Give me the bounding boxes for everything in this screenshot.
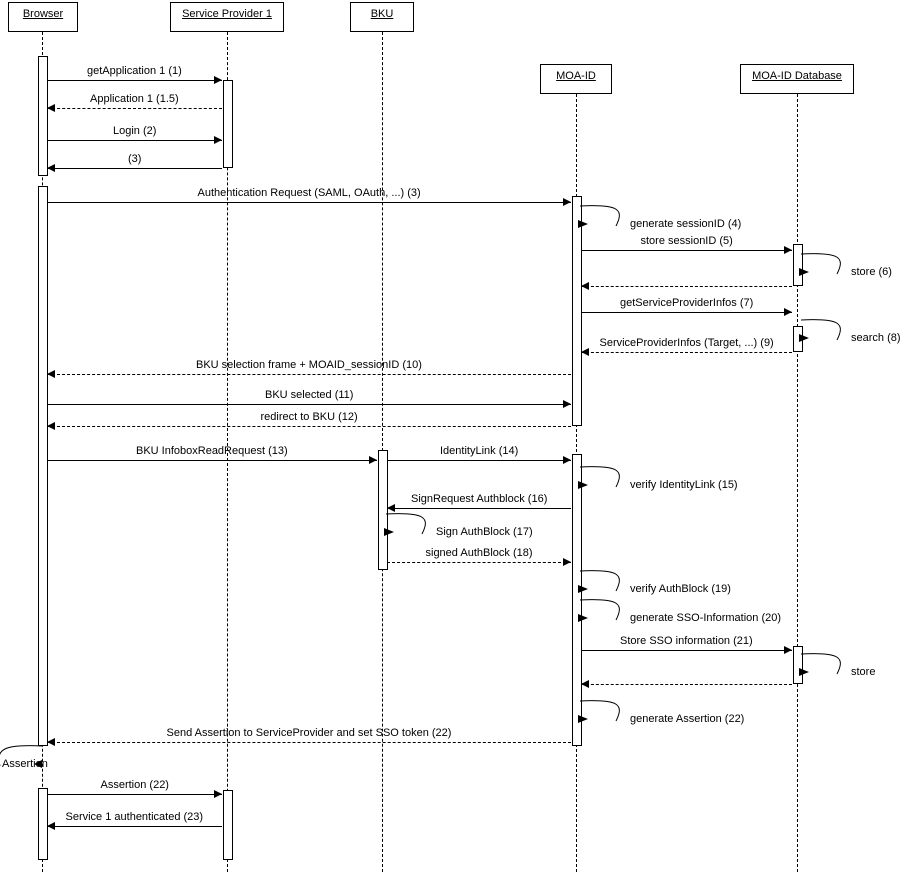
activation-bar — [572, 196, 582, 426]
activation-bar — [38, 56, 48, 176]
message-label: (3) — [128, 153, 142, 165]
self-message-m8 — [799, 252, 845, 278]
message-label: generate sessionID (4) — [630, 218, 742, 230]
message-label: getApplication 1 (1) — [87, 65, 182, 77]
message-line-m31 — [47, 826, 222, 827]
arrowhead — [47, 422, 55, 430]
self-message-m23 — [578, 598, 624, 624]
message-label: BKU InfoboxReadRequest (13) — [136, 445, 288, 457]
arrowhead — [784, 246, 792, 254]
message-label: Send Assertion to ServiceProvider and set SSO token (22) — [166, 727, 452, 739]
message-line-m7 — [581, 250, 792, 251]
message-label: verify AuthBlock (19) — [630, 583, 731, 595]
lifeline-label: Browser — [22, 8, 64, 20]
self-message-m27 — [578, 699, 624, 725]
message-label: SignRequest Authblock (16) — [411, 493, 548, 505]
message-label: Sign AuthBlock (17) — [436, 526, 533, 538]
message-line-m17 — [387, 460, 571, 461]
message-label: store — [851, 666, 876, 678]
arrowhead — [47, 822, 55, 830]
arrowhead — [784, 308, 792, 316]
lifeline-header-sp1[interactable] — [170, 2, 284, 32]
message-line-m5 — [47, 202, 571, 203]
message-label: signed AuthBlock (18) — [425, 547, 533, 559]
activation-bar — [38, 186, 48, 746]
lifeline-header-browser[interactable] — [8, 2, 78, 32]
message-label: Service 1 authenticated (23) — [65, 811, 204, 823]
message-line-m1 — [47, 80, 222, 81]
lifeline-label: MOA-ID Database — [752, 70, 842, 82]
message-label: Login (2) — [113, 125, 157, 137]
message-line-m2 — [47, 108, 222, 109]
message-label: IdentityLink (14) — [440, 445, 519, 457]
lifeline-header-bku[interactable] — [350, 2, 414, 32]
arrowhead — [214, 76, 222, 84]
message-line-m26 — [581, 684, 792, 685]
message-line-m3 — [47, 140, 222, 141]
message-line-m13 — [47, 374, 571, 375]
message-label: ServiceProviderInfos (Target, ...) (9) — [599, 337, 774, 349]
arrowhead — [784, 646, 792, 654]
arrowhead — [581, 348, 589, 356]
message-line-m14 — [47, 404, 571, 405]
arrowhead — [369, 456, 377, 464]
lifeline-label: BKU — [370, 8, 394, 20]
message-label: BKU selection frame + MOAID_sessionID (10) — [196, 359, 422, 371]
self-message-m11 — [799, 318, 845, 344]
message-line-m4 — [47, 168, 222, 169]
lifeline-header-moaid[interactable] — [540, 64, 612, 94]
arrowhead — [47, 738, 55, 746]
arrowhead — [563, 558, 571, 566]
arrowhead — [581, 282, 589, 290]
self-message-m25 — [799, 652, 845, 678]
message-label: Assertion — [2, 758, 48, 770]
lifeline-moaiddb — [797, 94, 798, 872]
arrowhead — [563, 456, 571, 464]
message-line-m15 — [47, 426, 571, 427]
message-line-m28 — [47, 742, 571, 743]
message-line-m16 — [47, 460, 377, 461]
message-line-m24 — [581, 650, 792, 651]
arrowhead — [47, 104, 55, 112]
message-line-m12 — [581, 352, 792, 353]
message-line-m9 — [581, 286, 792, 287]
lifeline-header-moaiddb[interactable] — [740, 64, 854, 94]
arrowhead — [563, 400, 571, 408]
message-line-m10 — [581, 312, 792, 313]
message-label: getServiceProviderInfos (7) — [620, 297, 754, 309]
message-label: BKU selected (11) — [265, 389, 354, 401]
message-label: Assertion (22) — [100, 779, 169, 791]
message-line-m21 — [387, 562, 571, 563]
message-label: generate Assertion (22) — [630, 713, 745, 725]
arrowhead — [387, 504, 395, 512]
message-line-m30 — [47, 794, 222, 795]
self-message-m22 — [578, 569, 624, 595]
self-message-m20 — [384, 512, 430, 538]
arrowhead — [47, 370, 55, 378]
message-label: store sessionID (5) — [640, 235, 733, 247]
lifeline-label: Service Provider 1 — [182, 8, 272, 20]
arrowhead — [214, 136, 222, 144]
arrowhead — [563, 198, 571, 206]
activation-bar — [223, 790, 233, 860]
message-label: Store SSO information (21) — [620, 635, 753, 647]
message-line-m19 — [387, 508, 571, 509]
self-message-m18 — [578, 465, 624, 491]
lifeline-label: MOA-ID — [556, 70, 596, 82]
arrowhead — [214, 790, 222, 798]
message-label: Authentication Request (SAML, OAuth, ...) (3) — [197, 187, 421, 199]
message-label: verify IdentityLink (15) — [630, 479, 738, 491]
message-label: store (6) — [851, 266, 892, 278]
message-label: generate SSO-Information (20) — [630, 612, 782, 624]
message-label: search (8) — [851, 332, 901, 344]
message-label: redirect to BKU (12) — [260, 411, 358, 423]
message-label: Application 1 (1.5) — [90, 93, 179, 105]
arrowhead — [581, 680, 589, 688]
activation-bar — [223, 80, 233, 168]
arrowhead — [47, 164, 55, 172]
self-message-m6 — [578, 204, 624, 230]
